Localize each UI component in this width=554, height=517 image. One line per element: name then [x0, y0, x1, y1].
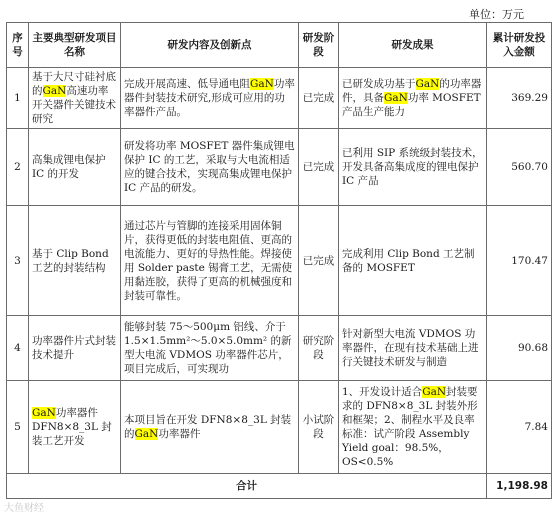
watermark-logo: 大鱼财经: [4, 503, 44, 514]
cell-project: GaN功率器件 DFN8×8_3L 封装工艺开发: [29, 381, 121, 474]
header-content: 研发内容及创新点: [121, 23, 299, 68]
total-label: 合计: [7, 474, 487, 499]
cell-result: 完成利用 Clip Bond 工艺制备的 MOSFET: [339, 206, 487, 316]
cell-amount: 560.70: [487, 129, 552, 206]
cell-stage: 研究阶段: [299, 316, 339, 381]
header-stage: 研发阶段: [299, 23, 339, 68]
total-row: [7, 474, 552, 499]
cell-result: 1、开发设计适合GaN封装要求的 DFN8×8_3L 封装外形和框架；2、制程水平及良率标准：试产阶段 Assembly Yield goal：98.5%，OS<0.5%: [339, 381, 487, 474]
cell-content: 完成开展高速、低导通电阻GaN功率器件封装技术研究,形成可应用的功率器件产品。: [121, 68, 299, 129]
cell-stage: 已完成: [299, 68, 339, 129]
table-header-row: [7, 23, 552, 68]
header-result: 研发成果: [339, 23, 487, 68]
cell-result: 针对新型大电流 VDMOS 功率器件，在现有技术基础上进行关键技术研发与制造: [339, 316, 487, 381]
cell-seq: 1: [7, 68, 29, 129]
cell-result: 已研发成功基于GaN的功率器件，具备GaN功率 MOSFET 产品生产能力: [339, 68, 487, 129]
header-project: 主要典型研发项目名称: [29, 23, 121, 68]
cell-project: 功率器件片式封装技术提升: [29, 316, 121, 381]
cell-amount: 170.47: [487, 206, 552, 316]
cell-result: 已利用 SIP 系统级封装技术，开发具备高集成度的锂电保护 IC 产品: [339, 129, 487, 206]
highlighted-term: GaN: [42, 85, 67, 97]
cell-content: 通过芯片与管脚的连接采用固体铜片，获得更低的封装电阻值、更高的电流能力、更好的导热性能。焊接使用 Solder paste 锡膏工艺，无需使用黏连胶，获得了更高的机械强度和封装可靠性。: [121, 206, 299, 316]
table-row: [7, 206, 552, 316]
cell-stage: 小试阶段: [299, 381, 339, 474]
highlighted-term: GaN: [250, 78, 274, 90]
cell-project: 基于大尺寸硅衬底的GaN高速功率开关器件关键技术研究: [29, 68, 121, 129]
highlighted-term: GaN: [422, 386, 447, 398]
header-seq: 序号: [7, 23, 29, 68]
header-amount: 累计研发投入金额: [487, 23, 552, 68]
cell-seq: 3: [7, 206, 29, 316]
cell-project: 基于 Clip Bond 工艺的封装结构: [29, 206, 121, 316]
cell-content: 能够封装 75～500μm 铝线、介于 1.5×1.5mm²～5.0×5.0mm² 的新型大电流 VDMOS 功率器件芯片，项目完成后，可实现功: [121, 316, 299, 381]
unit-label: 单位：万元: [469, 8, 524, 21]
cell-content: 本项目旨在开发 DFN8×8_3L 封装的GaN功率器件: [121, 381, 299, 474]
cell-stage: 已完成: [299, 206, 339, 316]
cell-stage: 已完成: [299, 129, 339, 206]
table-row: [7, 129, 552, 206]
highlighted-term: GaN: [415, 78, 440, 90]
total-amount: 1,198.98: [487, 474, 552, 499]
cell-amount: 369.29: [487, 68, 552, 129]
cell-seq: 2: [7, 129, 29, 206]
cell-amount: 7.84: [487, 381, 552, 474]
table-row: [7, 316, 552, 381]
highlighted-term: GaN: [384, 92, 408, 104]
rd-projects-table: [6, 22, 552, 499]
highlighted-term: GaN: [134, 428, 159, 440]
highlighted-term: GaN: [32, 407, 56, 419]
cell-content: 研发将功率 MOSFET 器件集成锂电保护 IC 的工艺，采取与大电流相适应的键合技术，实现高集成锂电保护 IC 产品的研发。: [121, 129, 299, 206]
cell-seq: 4: [7, 316, 29, 381]
cell-amount: 90.68: [487, 316, 552, 381]
cell-seq: 5: [7, 381, 29, 474]
table-row: [7, 68, 552, 129]
cell-project: 高集成锂电保护 IC 的开发: [29, 129, 121, 206]
table-row: [7, 381, 552, 474]
